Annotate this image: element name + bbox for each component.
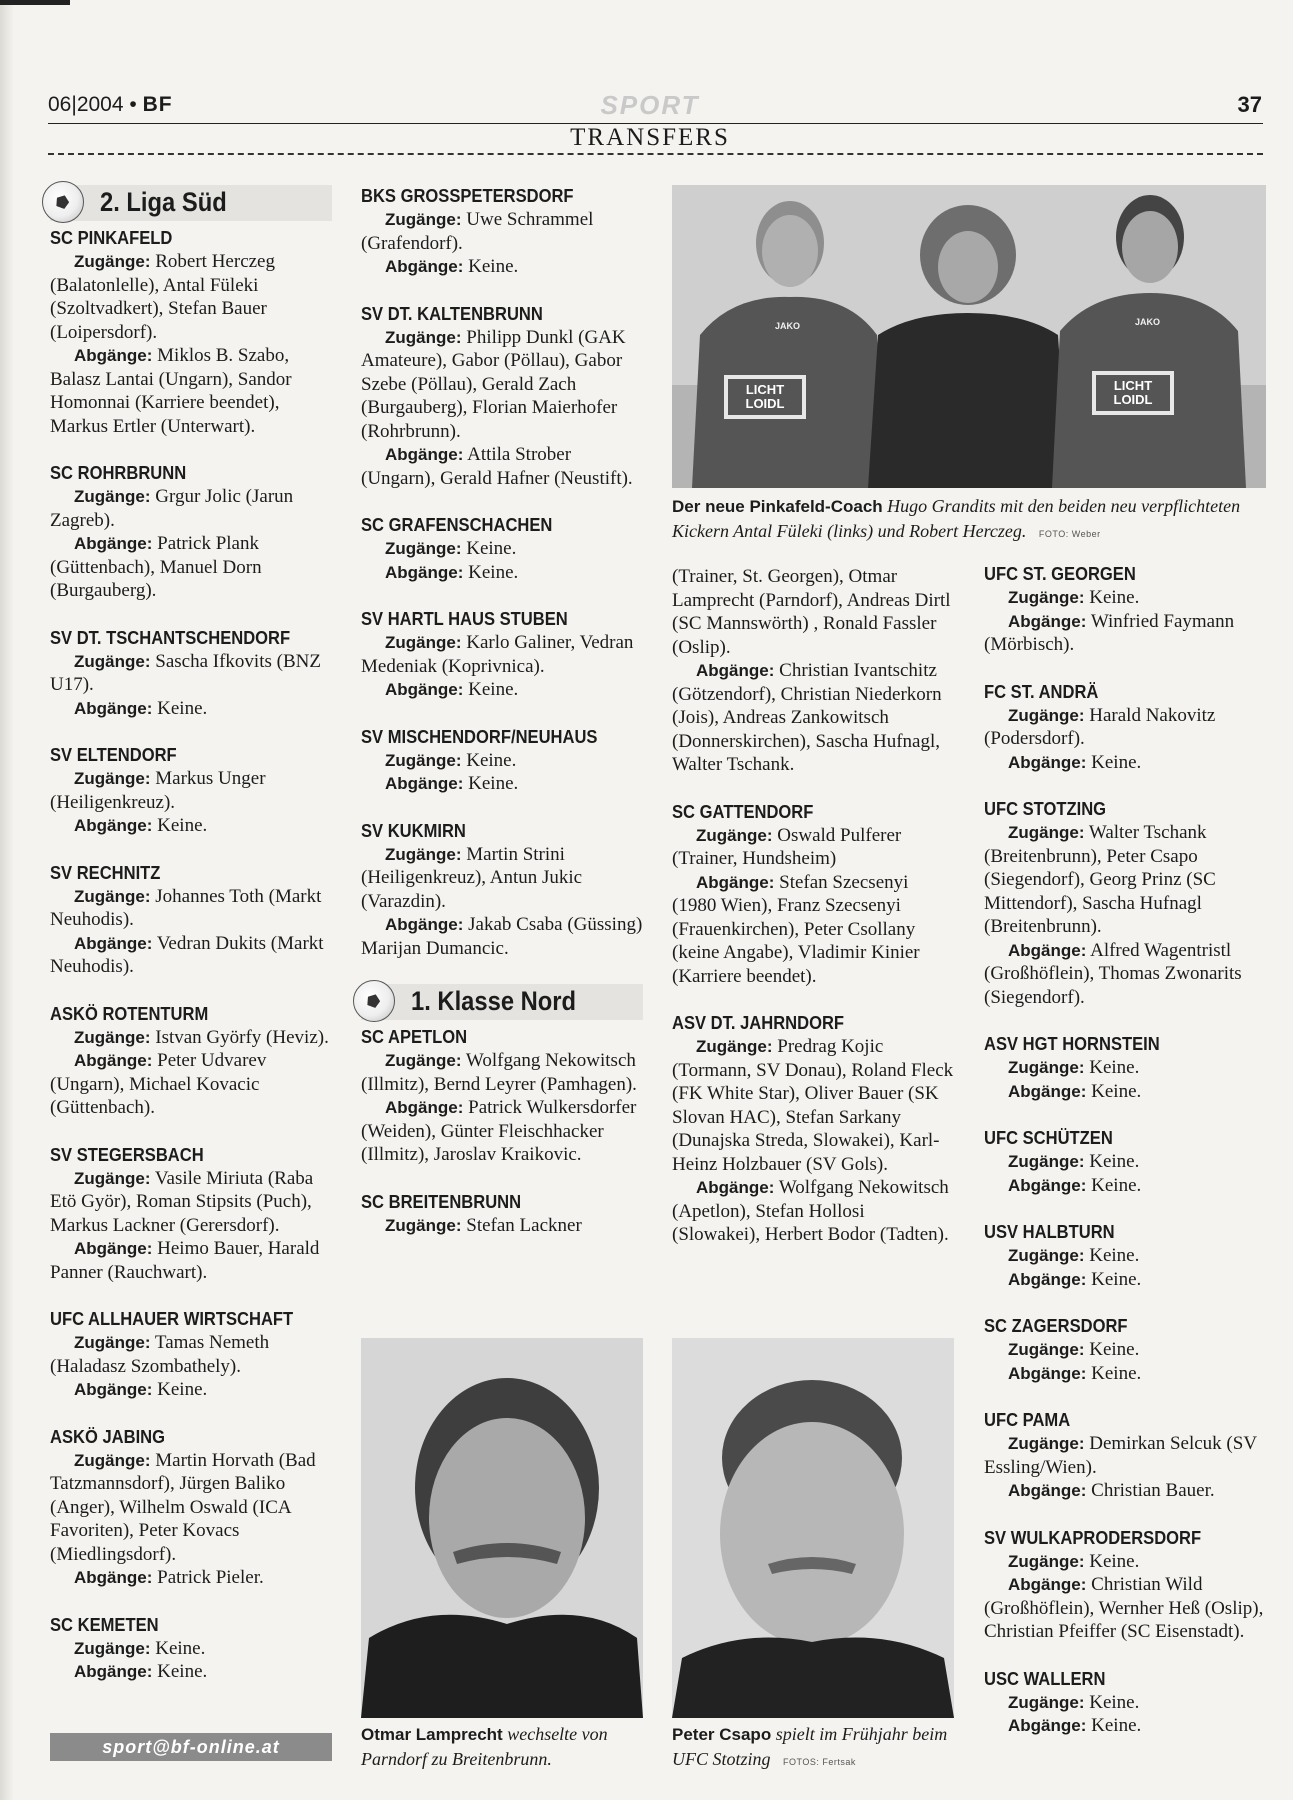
issue-date: 06|2004: [48, 93, 124, 116]
transfer-entry: [361, 726, 643, 796]
photo-illustration: [672, 185, 1266, 488]
outgoing-transfers: [984, 1714, 1266, 1738]
outgoing-label: Abgänge:: [1008, 1481, 1087, 1500]
transfer-entry: [984, 1668, 1266, 1738]
incoming-transfers: [984, 1150, 1266, 1174]
outgoing-transfers: [361, 913, 643, 960]
page-number: 37: [1237, 92, 1262, 117]
outgoing-label: Abgänge:: [74, 933, 153, 953]
incoming-transfers: [50, 1026, 332, 1050]
incoming-list: Walter Tschank (Breitenbrunn), Peter Csapo (Siegendorf), Georg Prinz (SC Mittendorf), Sascha Hufnagl (Breitenbrunn).: [984, 822, 1216, 937]
outgoing-label: Abgänge:: [1008, 1175, 1087, 1195]
outgoing-transfers: [672, 1176, 954, 1247]
outgoing-transfers: [50, 532, 332, 603]
incoming-label: Zugänge:: [1008, 588, 1085, 607]
club-name: ASKÖ ROTENTURM: [50, 1003, 209, 1024]
outgoing-list: Keine.: [1091, 1268, 1142, 1290]
transfer-entry: [984, 1033, 1266, 1103]
incoming-transfers: [50, 1331, 332, 1378]
outgoing-list: Christian Bauer.: [1091, 1480, 1215, 1501]
outgoing-label: Abgänge:: [696, 661, 775, 680]
club-name: SC KEMETEN: [50, 1614, 159, 1635]
jersey-brand-left: JAKO: [775, 321, 801, 331]
bullet: •: [129, 93, 143, 116]
outgoing-transfers: [984, 1268, 1266, 1292]
outgoing-list: Keine.: [468, 773, 519, 794]
incoming-list: Keine.: [155, 1637, 206, 1659]
soccer-ball-patch: [365, 992, 382, 1009]
transfer-entry: [672, 565, 954, 777]
outgoing-list: Keine.: [157, 697, 208, 719]
outgoing-list: Keine.: [1091, 1362, 1142, 1384]
incoming-label: Zugänge:: [1008, 1058, 1085, 1077]
incoming-label: Zugänge:: [385, 327, 462, 347]
incoming-label: Zugänge:: [1008, 1246, 1085, 1265]
transfer-entry: [984, 563, 1266, 657]
incoming-list: Keine.: [1089, 1245, 1140, 1266]
incoming-label: Zugänge:: [385, 844, 462, 864]
outgoing-list: Winfried Faymann (Mörbisch).: [984, 610, 1235, 655]
incoming-list: Keine.: [1089, 1339, 1140, 1360]
club-name: SV ELTENDORF: [50, 745, 177, 765]
outgoing-transfers: [50, 1566, 332, 1590]
incoming-transfers: [984, 1550, 1266, 1574]
transfer-entry: [50, 1144, 332, 1285]
dashed-divider: [48, 153, 1263, 155]
club-name: SC GRAFENSCHACHEN: [361, 515, 553, 535]
contact-email[interactable]: sport@bf-online.at: [50, 1733, 332, 1761]
photo-credit-top: FOTO: Weber: [1038, 529, 1101, 539]
outgoing-transfers: [361, 678, 643, 702]
outgoing-list: Keine.: [1091, 1715, 1142, 1736]
league-heading: [361, 984, 643, 1022]
outgoing-transfers: [361, 255, 643, 279]
transfer-entry: [361, 303, 643, 491]
incoming-transfers: [984, 1432, 1266, 1479]
outgoing-transfers: [672, 871, 954, 989]
incoming-list: Keine.: [1089, 1550, 1140, 1572]
club-name: UFC ST. GEORGEN: [984, 564, 1136, 584]
transfer-entry: [984, 1527, 1266, 1644]
incoming-list: Martin Strini (Heiligenkreuz), Antun Jukic (Varazdin).: [361, 843, 583, 912]
club-name: SV MISCHENDORF/NEUHAUS: [361, 726, 598, 747]
incoming-label: Zugänge:: [74, 1638, 151, 1658]
outgoing-transfers: [361, 443, 643, 490]
outgoing-list: Alfred Wagentristl (Großhöflein), Thomas Zwonarits (Siegendorf).: [984, 939, 1242, 1008]
incoming-label: Zugänge:: [696, 1037, 773, 1056]
sponsor-logo-right: LICHT LOIDL: [1113, 378, 1153, 407]
club-name: SV WULKAPRODERSDORF: [984, 1527, 1202, 1548]
incoming-transfers: [984, 821, 1266, 939]
outgoing-transfers: [361, 561, 643, 585]
incoming-list: Keine.: [1089, 1057, 1140, 1078]
incoming-list: Keine.: [1089, 587, 1140, 608]
outgoing-label: Abgänge:: [1008, 1269, 1087, 1289]
transfer-entry: [984, 1409, 1266, 1503]
incoming-transfers: [50, 767, 332, 814]
caption-p2-text: spielt im Frühjahr beim UFC Stotzing: [672, 1724, 948, 1769]
club-name: SC APETLON: [361, 1027, 468, 1047]
photo-credit-p2: FOTOS: Fertsak: [783, 1757, 856, 1767]
outgoing-label: Abgänge:: [74, 1239, 153, 1258]
outgoing-label: Abgänge:: [1008, 940, 1087, 960]
outgoing-transfers: [50, 814, 332, 838]
transfer-entry: [672, 1012, 954, 1247]
outgoing-list: Patrick Plank (Güttenbach), Manuel Dorn (Burgauberg).: [50, 533, 262, 601]
transfer-entry: [50, 1003, 332, 1120]
incoming-list: Keine.: [466, 538, 517, 559]
outgoing-label: Abgänge:: [74, 1662, 153, 1681]
outgoing-list: Keine.: [157, 1661, 208, 1682]
transfer-entry: [50, 227, 332, 438]
transfer-entry: [984, 681, 1266, 775]
outgoing-label: Abgänge:: [74, 816, 153, 835]
incoming-label: Zugänge:: [74, 886, 151, 906]
outgoing-label: Abgänge:: [385, 680, 464, 699]
outgoing-list: Keine.: [468, 679, 519, 700]
club-name: SC ROHRBRUNN: [50, 463, 187, 483]
outgoing-list: Christian Wild (Großhöflein), Wernher Heß (Oslip), Christian Pfeiffer (SC Eisenstadt).: [984, 1574, 1264, 1642]
outgoing-list: Miklos B. Szabo, Balasz Lantai (Ungarn), Sandor Homonnai (Karriere beendet), Markus Ertler (Unterwart).: [50, 345, 292, 437]
transfer-entry: [50, 1308, 332, 1402]
outgoing-transfers: [50, 1237, 332, 1284]
incoming-list: Keine.: [1089, 1151, 1140, 1172]
incoming-transfers: [984, 704, 1266, 751]
page-subtitle: TRANSFERS: [570, 124, 730, 151]
outgoing-label: Abgänge:: [1008, 1363, 1087, 1383]
incoming-transfers: [361, 631, 643, 678]
club-name: ASV DT. JAHRNDORF: [672, 1013, 845, 1033]
outgoing-list: Keine.: [468, 561, 519, 583]
sponsor-logo-left: LICHT LOIDL: [745, 382, 785, 411]
incoming-list: Sascha Ifkovits (BNZ U17).: [50, 650, 321, 695]
incoming-transfers: [361, 1214, 643, 1238]
incoming-label: Zugänge:: [385, 633, 462, 652]
incoming-transfers: [984, 1056, 1266, 1080]
outgoing-list: Patrick Wulkersdorfer (Weiden), Günter Fleischhacker (Illmitz), Jaroslav Kraikovic.: [361, 1097, 637, 1165]
club-name: SV KUKMIRN: [361, 820, 466, 841]
incoming-transfers: [50, 485, 332, 532]
outgoing-list: Keine.: [468, 256, 519, 277]
outgoing-list: Keine.: [1091, 1080, 1142, 1102]
incoming-transfers: [361, 843, 643, 914]
transfer-entry: [361, 514, 643, 584]
outgoing-list: Stefan Szecsenyi (1980 Wien), Franz Szecsenyi (Frauenkirchen), Peter Csollany (keine Angabe), Vladimir Kinier (Karriere beendet).: [672, 871, 920, 987]
outgoing-transfers: [50, 697, 332, 721]
incoming-list: Karlo Galiner, Vedran Medeniak (Koprivnica).: [361, 632, 634, 677]
club-name: SC PINKAFELD: [50, 228, 173, 248]
incoming-label: Zugänge:: [1008, 1692, 1085, 1712]
league-name: 1. Klasse Nord: [411, 986, 577, 1016]
incoming-transfers: [672, 824, 954, 871]
club-name: UFC ALLHAUER WIRTSCHAFT: [50, 1309, 294, 1329]
incoming-transfers: [361, 208, 643, 255]
caption-p2-bold: Peter Csapo: [672, 1725, 772, 1744]
transfer-entry: [50, 862, 332, 979]
outgoing-transfers: [672, 659, 954, 777]
incoming-list: Tamas Nemeth (Haladasz Szombathely).: [50, 1332, 270, 1377]
transfer-entry: [984, 798, 1266, 1009]
outgoing-label: Abgänge:: [1008, 611, 1087, 631]
outgoing-list: Vedran Dukits (Markt Neuhodis).: [50, 932, 324, 977]
incoming-list: Demirkan Selcuk (SV Essling/Wien).: [984, 1433, 1257, 1478]
incoming-label: Zugänge:: [74, 1333, 151, 1352]
photo-caption-p2: [672, 1722, 954, 1774]
incoming-list: Stefan Lackner: [466, 1214, 582, 1236]
outgoing-list: Keine.: [1091, 1174, 1142, 1196]
outgoing-list: Keine.: [157, 1379, 208, 1400]
transfer-entry: [50, 744, 332, 838]
outgoing-transfers: [361, 772, 643, 796]
incoming-label: Zugänge:: [74, 1027, 151, 1047]
outgoing-label: Abgänge:: [696, 1178, 775, 1197]
transfer-entry: [984, 1127, 1266, 1197]
transfer-entry: [984, 1221, 1266, 1291]
page-edge-shadow: [0, 0, 14, 1800]
incoming-transfers: [50, 250, 332, 344]
outgoing-list: Patrick Pieler.: [157, 1567, 264, 1588]
incoming-list: Grgur Jolic (Jarun Zagreb).: [50, 486, 294, 531]
scan-mark: [0, 0, 70, 5]
incoming-transfers: [50, 885, 332, 932]
incoming-list: Keine.: [1089, 1691, 1140, 1713]
outgoing-transfers: [984, 1573, 1266, 1644]
incoming-list: Wolfgang Nekowitsch (Illmitz), Bernd Leyrer (Pamhagen).: [361, 1050, 637, 1095]
outgoing-transfers: [50, 1378, 332, 1402]
outgoing-list: Christian Ivantschitz (Götzendorf), Christian Niederkorn (Jois), Andreas Zankowitsch (Donnerskirchen), Sascha Hufnagl, Walter Tschank.: [672, 660, 942, 775]
outgoing-transfers: [984, 939, 1266, 1010]
outgoing-list: Keine.: [157, 815, 208, 836]
incoming-list: Vasile Miriuta (Raba Etö Györ), Roman Stipsits (Puch), Markus Lackner (Gerersdorf).: [50, 1167, 314, 1236]
outgoing-label: Abgänge:: [74, 346, 153, 365]
incoming-transfers: [361, 537, 643, 561]
outgoing-transfers: [50, 344, 332, 438]
incoming-label: Zugänge:: [74, 1450, 151, 1470]
outgoing-transfers: [984, 1080, 1266, 1104]
incoming-transfers: [361, 326, 643, 444]
incoming-list: Markus Unger (Heiligenkreuz).: [50, 768, 266, 813]
league-name: 2. Liga Süd: [100, 187, 227, 217]
club-name: USC WALLERN: [984, 1668, 1106, 1689]
incoming-label: Zugänge:: [385, 1051, 462, 1070]
incoming-label: Zugänge:: [1008, 1340, 1085, 1359]
incoming-label: Zugänge:: [1008, 1152, 1085, 1171]
club-name: BKS GROSSPETERSDORF: [361, 186, 574, 206]
outgoing-label: Abgänge:: [1008, 752, 1087, 772]
transfer-entry: [361, 185, 643, 279]
outgoing-transfers: [361, 1096, 643, 1167]
transfer-entry: [361, 1191, 643, 1238]
outgoing-label: Abgänge:: [385, 1098, 464, 1117]
incoming-label: Zugänge:: [1008, 823, 1085, 842]
photo-pinkafeld-coach: [672, 185, 1266, 488]
caption-top-text: Hugo Grandits mit den beiden neu verpflichteten Kickern Antal Füleki (links) und Robert Herczeg.: [672, 496, 1241, 541]
incoming-transfers: [50, 1449, 332, 1567]
photo-peter-csapo: [672, 1338, 954, 1718]
caption-p1-bold: Otmar Lamprecht: [361, 1725, 503, 1744]
incoming-transfers: [50, 650, 332, 697]
incoming-label: Zugänge:: [74, 252, 151, 271]
outgoing-label: Abgänge:: [385, 915, 464, 934]
club-name: ASV HGT HORNSTEIN: [984, 1034, 1160, 1054]
soccer-ball-patch: [54, 193, 71, 210]
outgoing-transfers: [50, 1049, 332, 1120]
club-name: UFC SCHÜTZEN: [984, 1128, 1113, 1148]
outgoing-list: Peter Udvarev (Ungarn), Michael Kovacic (Güttenbach).: [50, 1050, 267, 1118]
incoming-label: Zugänge:: [74, 769, 151, 788]
transfer-entry: [672, 801, 954, 989]
column-4: [984, 563, 1266, 1762]
outgoing-label: Abgänge:: [74, 1051, 153, 1070]
incoming-label: Zugänge:: [74, 651, 151, 671]
outgoing-label: Abgänge:: [74, 698, 153, 718]
outgoing-label: Abgänge:: [696, 872, 775, 892]
incoming-label: Zugänge:: [385, 539, 462, 558]
outgoing-label: Abgänge:: [385, 445, 464, 464]
outgoing-transfers: [984, 1479, 1266, 1503]
incoming-list: Keine.: [466, 749, 517, 771]
club-name: FC ST. ANDRÄ: [984, 681, 1099, 702]
incoming-list: Oswald Pulferer (Trainer, Hundsheim): [672, 824, 902, 869]
club-name: USV HALBTURN: [984, 1222, 1115, 1242]
club-name: SC ZAGERSDORF: [984, 1316, 1128, 1336]
outgoing-transfers: [984, 610, 1266, 657]
club-name: SV HARTL HAUS STUBEN: [361, 609, 568, 629]
club-name: SV DT. KALTENBRUNN: [361, 303, 543, 324]
incoming-list: Uwe Schrammel (Grafendorf).: [361, 209, 594, 254]
incoming-transfers: [361, 1049, 643, 1096]
outgoing-list: Wolfgang Nekowitsch (Apetlon), Stefan Hollosi (Slowakei), Herbert Bodor (Tadten).: [672, 1177, 949, 1245]
incoming-transfers: [361, 749, 643, 773]
soccer-ball-icon: [42, 181, 84, 223]
caption-p1-text: wechselte von Parndorf zu Breitenbrunn.: [361, 1724, 608, 1769]
outgoing-list: Heimo Bauer, Harald Panner (Rauchwart).: [50, 1238, 320, 1283]
incoming-transfers: [50, 1637, 332, 1661]
incoming-list: Philipp Dunkl (GAK Amateure), Gabor (Pöllau), Gabor Szebe (Pöllau), Gerald Zach (Burgauberg), Florian Maierhofer (Rohrbrunn).: [361, 326, 626, 442]
outgoing-transfers: [984, 1362, 1266, 1386]
transfer-entry: [984, 1315, 1266, 1385]
incoming-label: Zugänge:: [74, 1168, 151, 1188]
club-name: UFC STOTZING: [984, 799, 1107, 819]
outgoing-label: Abgänge:: [74, 534, 153, 553]
outgoing-list: Keine.: [1091, 751, 1142, 773]
outgoing-transfers: [984, 751, 1266, 775]
incoming-label: Zugänge:: [385, 210, 462, 229]
outgoing-label: Abgänge:: [74, 1380, 153, 1399]
jersey-brand-right: JAKO: [1135, 317, 1161, 327]
incoming-list: Johannes Toth (Markt Neuhodis).: [50, 885, 322, 930]
portrait-illustration-2: [672, 1338, 954, 1718]
incoming-transfers: [984, 1691, 1266, 1715]
incoming-label: Zugänge:: [385, 750, 462, 770]
caption-top-bold: Der neue Pinkafeld-Coach: [672, 497, 883, 516]
outgoing-transfers: [50, 932, 332, 979]
section-name: SPORT: [600, 90, 700, 120]
transfer-entry: [50, 1614, 332, 1684]
incoming-label: Zugänge:: [1008, 1434, 1085, 1453]
outgoing-transfers: [50, 1660, 332, 1684]
brand-name: BF: [142, 93, 173, 116]
continued-text: (Trainer, St. Georgen), Otmar Lamprecht (Parndorf), Andreas Dirtl (SC Mannswörth) , Ronald Fassler (Oslip).: [672, 566, 951, 658]
incoming-list: Predrag Kojic (Tormann, SV Donau), Roland Fleck (FK White Star), Oliver Bauer (SK Slovan HAC), Stefan Sarkany (Dunajska Streda, Slowakei), Karl-Heinz Holzbauer (SV Gols).: [672, 1036, 954, 1175]
outgoing-list: Jakab Csaba (Güssing) Marijan Dumancic.: [361, 914, 643, 959]
issue-line: [48, 93, 173, 117]
incoming-list: Harald Nakovitz (Podersdorf).: [984, 704, 1216, 749]
soccer-ball-icon: [353, 980, 395, 1022]
outgoing-label: Abgänge:: [1008, 1081, 1087, 1101]
transfer-entry: [50, 1426, 332, 1590]
transfer-entry: [50, 627, 332, 721]
outgoing-label: Abgänge:: [385, 562, 464, 582]
photo-caption-p1: [361, 1722, 643, 1771]
club-name: SV DT. TSCHANTSCHENDORF: [50, 627, 291, 648]
incoming-list: Martin Horvath (Bad Tatzmannsdorf), Jürgen Baliko (Anger), Wilhelm Oswald (ICA Favoriten), Peter Kovacs (Miedlingsdorf).: [50, 1449, 316, 1565]
club-name: UFC PAMA: [984, 1410, 1071, 1430]
outgoing-label: Abgänge:: [385, 774, 464, 793]
photo-caption-top: [672, 494, 1266, 546]
club-name: SV RECHNITZ: [50, 862, 161, 883]
incoming-label: Zugänge:: [74, 487, 151, 506]
column-3: [672, 565, 954, 1271]
outgoing-label: Abgänge:: [385, 257, 464, 276]
incoming-label: Zugänge:: [696, 825, 773, 845]
incoming-list: Istvan Györfy (Heviz).: [155, 1026, 329, 1048]
portrait-illustration-1: [361, 1338, 643, 1718]
transfer-entry: [50, 462, 332, 603]
photo-otmar-lamprecht: [361, 1338, 643, 1718]
club-name: SV STEGERSBACH: [50, 1144, 204, 1165]
column-2: [361, 185, 643, 1261]
incoming-list: Robert Herczeg (Balatonlelle), Antal Füleki (Szoltvadkert), Stefan Bauer (Loipersdorf).: [50, 251, 275, 343]
incoming-transfers: [984, 1244, 1266, 1268]
incoming-label: Zugänge:: [1008, 705, 1085, 725]
incoming-transfers: [984, 586, 1266, 610]
outgoing-label: Abgänge:: [1008, 1575, 1087, 1594]
outgoing-label: Abgänge:: [74, 1568, 153, 1587]
club-name: ASKÖ JABING: [50, 1426, 166, 1447]
outgoing-label: Abgänge:: [1008, 1716, 1087, 1735]
incoming-transfers: [984, 1338, 1266, 1362]
incoming-transfers: [672, 1035, 954, 1176]
incoming-label: Zugänge:: [1008, 1551, 1085, 1571]
incoming-transfers: [50, 1167, 332, 1238]
column-1: [50, 185, 332, 1708]
transfer-entry: [361, 608, 643, 702]
club-name: SC BREITENBRUNN: [361, 1191, 522, 1212]
outgoing-list: Attila Strober (Ungarn), Gerald Hafner (Neustift).: [361, 444, 633, 489]
incoming-label: Zugänge:: [385, 1215, 462, 1235]
transfer-entry: [361, 1026, 643, 1167]
club-name: SC GATTENDORF: [672, 801, 814, 822]
transfer-entry: [361, 820, 643, 961]
league-heading: [50, 185, 332, 223]
outgoing-transfers: [984, 1174, 1266, 1198]
